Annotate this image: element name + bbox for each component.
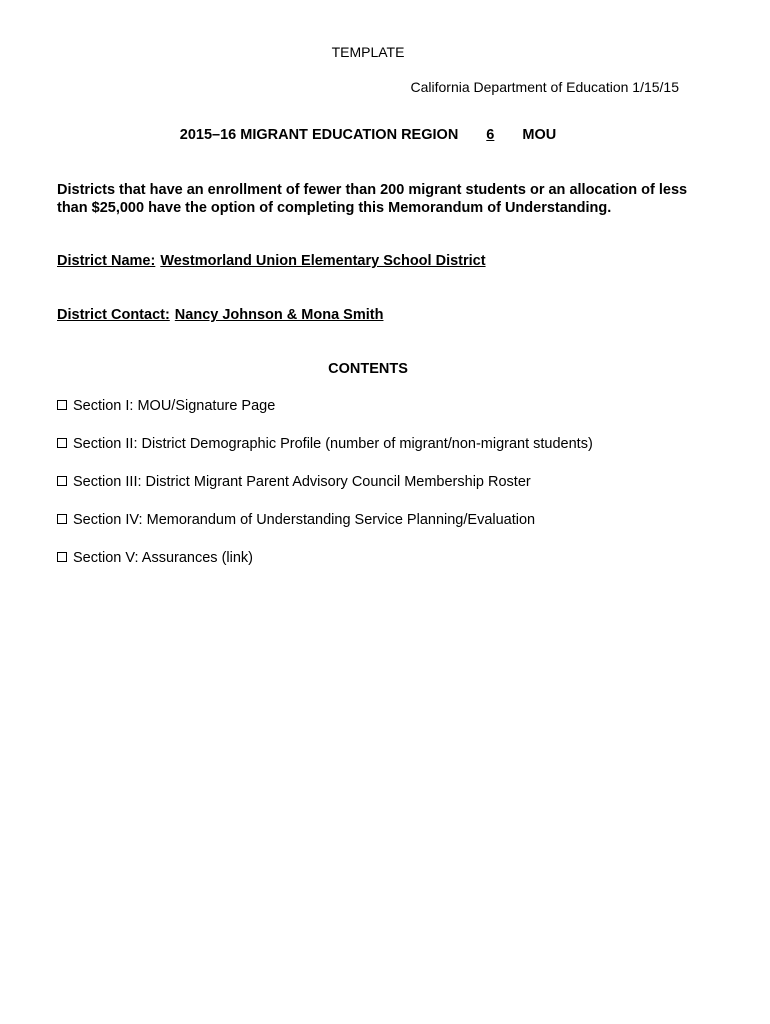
section-i-checkbox[interactable] [57, 400, 67, 410]
document-title [0, 127, 736, 143]
district-contact-label: District Contact: [57, 307, 170, 323]
district-name-field[interactable]: Westmorland Union Elementary School District [160, 253, 486, 269]
section-iv-checkbox[interactable] [57, 514, 67, 524]
section-v-checkbox[interactable] [57, 552, 67, 562]
title-suffix: MOU [522, 127, 557, 143]
district-name-label: District Name: [57, 253, 156, 269]
region-number-field[interactable]: 6 [486, 127, 495, 143]
contents-item [57, 511, 593, 549]
contents-item [57, 549, 593, 587]
contents-item-label: Section III: District Migrant Parent Advisory Council Membership Roster [73, 474, 531, 490]
title-prefix: 2015–16 MIGRANT EDUCATION REGION [179, 127, 459, 143]
contents-item-label: Section I: MOU/Signature Page [73, 398, 276, 414]
contents-item [57, 397, 593, 435]
contents-item-label: Section V: Assurances (link) [73, 550, 253, 566]
department-date: California Department of Education 1/15/15 [410, 79, 679, 95]
template-label: TEMPLATE [331, 44, 405, 60]
district-name-row [57, 253, 486, 269]
contents-heading: CONTENTS [328, 361, 408, 377]
section-iii-checkbox[interactable] [57, 476, 67, 486]
contents-list [57, 397, 593, 587]
intro-paragraph: Districts that have an enrollment of fewer than 200 migrant students or an allocation of less than $25,000 have the option of completing this Memorandum of Understanding. [57, 182, 688, 216]
contents-item [57, 435, 593, 473]
contents-item-label: Section IV: Memorandum of Understanding Service Planning/Evaluation [73, 512, 536, 528]
contents-item-label: Section II: District Demographic Profile (number of migrant/non-migrant students) [73, 436, 593, 452]
district-contact-field[interactable]: Nancy Johnson & Mona Smith [174, 307, 384, 323]
section-ii-checkbox[interactable] [57, 438, 67, 448]
district-contact-row [57, 307, 383, 323]
contents-item [57, 473, 593, 511]
